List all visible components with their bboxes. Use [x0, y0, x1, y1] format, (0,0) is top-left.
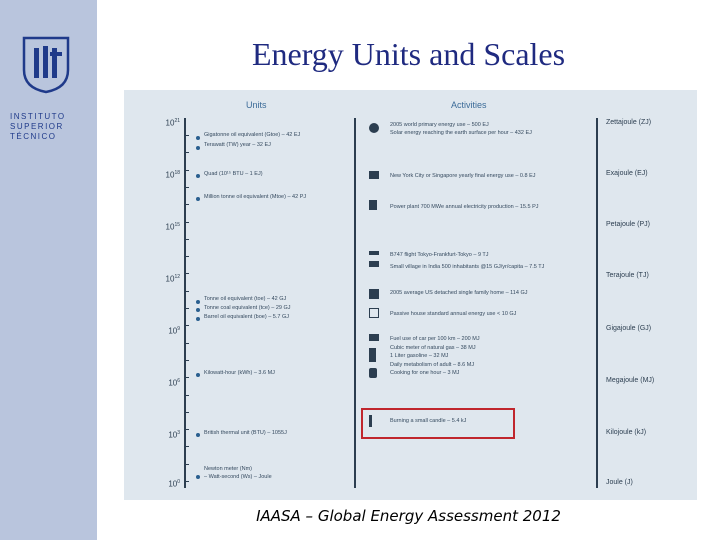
activity-label: Solar energy reaching the earth surface per hour – 432 EJ	[390, 130, 532, 136]
power-plant-icon	[369, 200, 377, 210]
unit-marker	[196, 197, 200, 201]
source-caption: IAASA – Global Energy Assessment 2012	[256, 507, 561, 525]
minor-tick	[185, 135, 189, 136]
activity-label: New York City or Singapore yearly final energy use – 0.8 EJ	[390, 173, 536, 179]
ist-logo-icon	[22, 36, 70, 94]
activities-header: Activities	[451, 100, 487, 110]
minor-tick	[185, 291, 189, 292]
unit-marker	[196, 174, 200, 178]
minor-tick	[185, 170, 189, 171]
candle-icon	[369, 415, 372, 427]
unit-marker	[196, 373, 200, 377]
unit-label: Quad (10¹⁵ BTU – 1 EJ)	[204, 171, 263, 177]
units-header: Units	[246, 100, 267, 110]
si-unit-label: Megajoule (MJ)	[606, 377, 655, 384]
axis-tick-label: $10^{21}$	[165, 118, 180, 128]
si-unit-label: Exajoule (EJ)	[606, 170, 648, 177]
activity-label: 2005 average US detached single family home – 114 GJ	[390, 290, 528, 296]
divider-line	[354, 118, 356, 488]
unit-label: – Watt-second (Ws) – Joule	[204, 474, 272, 480]
minor-tick	[185, 239, 189, 240]
unit-marker	[196, 317, 200, 321]
unit-label: Tonne coal equivalent (tce) – 29 GJ	[204, 305, 291, 311]
minor-tick	[185, 446, 189, 447]
axis-tick-label: $10^{12}$	[165, 274, 180, 284]
energy-scale-figure	[124, 90, 697, 500]
institution-line: INSTITUTO	[10, 112, 66, 121]
city-skyline-icon	[369, 171, 379, 179]
unit-label: British thermal unit (BTU) – 1055J	[204, 430, 287, 436]
minor-tick	[185, 377, 189, 378]
unit-label: Newton meter (Nm)	[204, 466, 252, 472]
unit-label: Terawatt (TW) year – 32 EJ	[204, 142, 271, 148]
unit-marker	[196, 136, 200, 140]
unit-marker	[196, 475, 200, 479]
activity-label: Daily metabolism of adult – 8.6 MJ	[390, 362, 475, 368]
activity-label: B747 flight Tokyo-Frankfurt-Tokyo – 9 TJ	[390, 252, 489, 258]
minor-tick	[185, 187, 189, 188]
si-unit-label: Kilojoule (kJ)	[606, 429, 647, 436]
activity-label: Power plant 700 MWe annual electricity production – 15.5 PJ	[390, 204, 539, 210]
globe-icon	[369, 123, 379, 133]
minor-tick	[185, 222, 189, 223]
minor-tick	[185, 360, 189, 361]
minor-tick	[185, 343, 189, 344]
minor-tick	[185, 308, 189, 309]
activity-label: Burning a small candle – 5.4 kJ	[390, 418, 467, 424]
activity-label: Fuel use of car per 100 km – 200 MJ	[390, 336, 480, 342]
activity-label: 1 Liter gasoline – 32 MJ	[390, 353, 449, 359]
axis-tick-label: $10^6$	[168, 378, 180, 388]
cooking-pot-icon	[369, 368, 377, 378]
minor-tick	[185, 325, 189, 326]
unit-marker	[196, 146, 200, 150]
passive-house-icon	[369, 308, 379, 318]
activity-label: Cooking for one hour – 3 MJ	[390, 370, 460, 376]
car-icon	[369, 334, 379, 341]
activity-label: Passive house standard annual energy use < 10 GJ	[390, 311, 517, 317]
unit-label: Kilowatt-hour (kWh) – 3.6 MJ	[204, 370, 275, 376]
minor-tick	[185, 481, 189, 482]
axis-tick-label: $10^3$	[168, 430, 180, 440]
institution-line: SUPERIOR	[10, 122, 64, 131]
activity-label: 2005 world primary energy use – 500 EJ	[390, 122, 489, 128]
minor-tick	[185, 152, 189, 153]
unit-label: Barrel oil equivalent (boe) – 5.7 GJ	[204, 314, 289, 320]
unit-marker	[196, 308, 200, 312]
axis-tick-label: $10^{18}$	[165, 170, 180, 180]
si-unit-label: Terajoule (TJ)	[606, 272, 649, 279]
unit-label: Tonne oil equivalent (toe) – 42 GJ	[204, 296, 287, 302]
village-icon	[369, 261, 379, 267]
si-unit-label: Zettajoule (ZJ)	[606, 119, 652, 126]
institution-name	[10, 112, 88, 142]
unit-marker	[196, 433, 200, 437]
minor-tick	[185, 256, 189, 257]
right-axis-line	[596, 118, 598, 488]
activity-label: Small village in India 500 inhabitants @15 GJ/yr/capita – 7.5 TJ	[390, 264, 545, 270]
unit-label: Gigatonne oil equivalent (Gtoe) – 42 EJ	[204, 132, 301, 138]
minor-tick	[185, 429, 189, 430]
minor-tick	[185, 412, 189, 413]
unit-label: Million tonne oil equivalent (Mtoe) – 42 PJ	[204, 194, 307, 200]
si-unit-label: Gigajoule (GJ)	[606, 325, 652, 332]
slide-title: Energy Units and Scales	[251, 36, 566, 72]
si-unit-label: Joule (J)	[606, 479, 633, 486]
activity-label: Cubic meter of natural gas – 38 MJ	[390, 345, 476, 351]
minor-tick	[185, 464, 189, 465]
axis-tick-label: $10^9$	[168, 326, 180, 336]
minor-tick	[185, 204, 189, 205]
house-icon	[369, 289, 379, 299]
airplane-icon	[369, 251, 379, 255]
left-axis-line	[184, 118, 186, 488]
si-unit-label: Petajoule (PJ)	[606, 221, 650, 228]
unit-marker	[196, 300, 200, 304]
institution-line: TÉCNICO	[10, 132, 57, 141]
minor-tick	[185, 273, 189, 274]
minor-tick	[185, 395, 189, 396]
sidebar	[0, 0, 97, 540]
fuel-pump-icon	[369, 348, 376, 362]
axis-tick-label: $10^{15}$	[165, 222, 180, 232]
axis-tick-label: $10^0$	[168, 479, 180, 489]
